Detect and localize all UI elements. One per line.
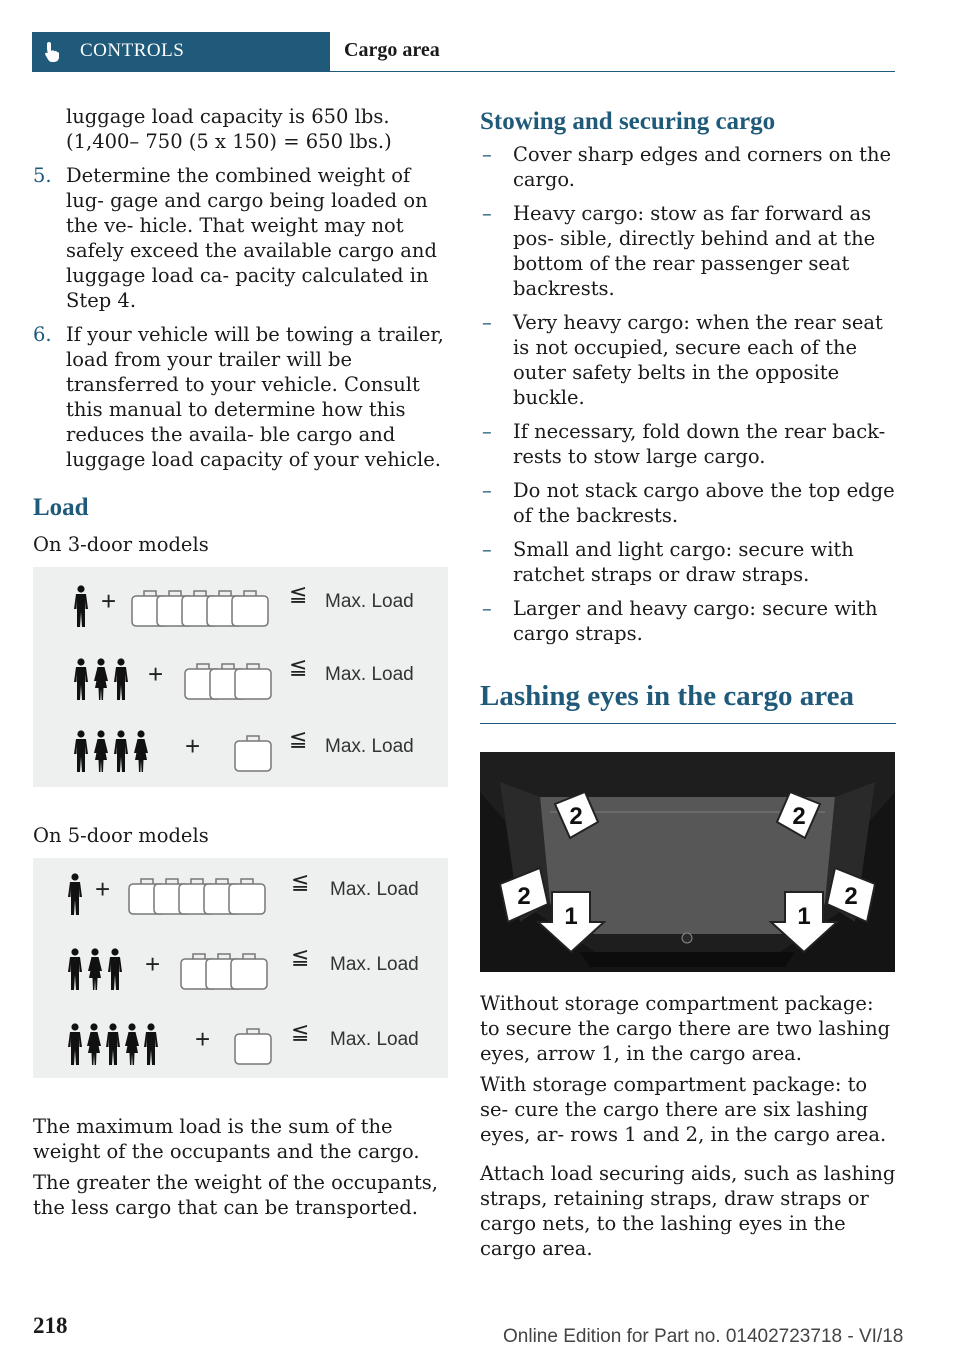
- occupant-icon: [67, 873, 83, 917]
- luggage-icon: [127, 876, 269, 916]
- bullet-item: [480, 310, 896, 410]
- load-row: [33, 582, 448, 632]
- occupants-icon: [73, 658, 129, 702]
- step-number: 6.: [33, 323, 52, 346]
- max-load-label: Max. Load: [330, 1029, 419, 1050]
- plus-sign: +: [101, 586, 117, 616]
- dash-marker: –: [482, 420, 492, 443]
- dash-marker: –: [482, 202, 492, 225]
- arrow-label: 2: [569, 803, 583, 830]
- cargo-area-photo: [480, 752, 895, 972]
- occupant-weight-paragraph: The greater the weight of the occupants, the less cargo that can be transported.: [33, 1171, 438, 1219]
- luggage-icon: [183, 661, 275, 701]
- bullet-text: Small and light cargo: secure with ratchet straps or draw straps.: [513, 538, 854, 586]
- bullet-text: If necessary, fold down the rear back- rests to stow large cargo.: [513, 420, 886, 468]
- bullet-text: Heavy cargo: stow as far forward as pos- sible, directly behind and at the bottom of the rear passenger seat backrests.: [513, 202, 876, 300]
- stowing-heading: Stowing and securing cargo: [480, 108, 776, 135]
- plus-sign: +: [195, 1024, 211, 1054]
- step-item: [33, 163, 448, 313]
- leq-sign: ≦: [291, 1020, 310, 1045]
- step-number: 5.: [33, 164, 52, 187]
- load-row: [33, 1020, 448, 1070]
- load-row: [33, 727, 448, 777]
- dash-marker: –: [482, 311, 492, 334]
- step4-continuation: luggage load capacity is 650 lbs. (1,400– 750 (5 x 150) = 650 lbs.): [66, 105, 392, 153]
- plus-sign: +: [95, 874, 111, 904]
- leq-sign: ≦: [291, 945, 310, 970]
- with-package-paragraph: With storage compartment package: to se- cure the cargo there are six lashing eyes, ar- rows 1 and 2, in the cargo area.: [480, 1073, 887, 1146]
- occupants-icon: [73, 730, 149, 774]
- step-text: If your vehicle will be towing a trailer, load from your trailer will be transferred to your vehicle. Consult this manual to determine how this reduces the availa- ble cargo and luggage load capacity of your vehicle.: [66, 323, 444, 471]
- leq-sign: ≦: [289, 655, 308, 680]
- bullet-item: [480, 537, 896, 587]
- lashing-heading: Lashing eyes in the cargo area: [480, 680, 896, 724]
- load-row: [33, 655, 448, 705]
- right-column: [480, 108, 896, 1261]
- page-title: Cargo area: [344, 39, 440, 61]
- max-load-label: Max. Load: [325, 664, 414, 685]
- occupants-icon: [67, 1023, 179, 1067]
- plus-sign: +: [185, 731, 201, 761]
- page-header: [32, 32, 895, 72]
- dash-marker: –: [482, 538, 492, 561]
- hand-pointer-icon: [44, 41, 60, 63]
- plus-sign: +: [145, 949, 161, 979]
- attach-aids-paragraph: Attach load securing aids, such as lashing straps, retaining straps, draw straps or cargo nets, to the lashing eyes in the cargo area.: [480, 1162, 896, 1260]
- load-diagram-3-door: [33, 567, 448, 787]
- luggage-icon: [130, 588, 272, 628]
- dash-marker: –: [482, 479, 492, 502]
- left-column: [33, 104, 448, 1220]
- occupants-icon: [67, 948, 123, 992]
- arrow-label: 2: [844, 883, 858, 910]
- step-text: Determine the combined weight of lug- gage and cargo being loaded on the ve- hicle. That weight may not safely exceed the available cargo and luggage load ca- pacity calculated in Step 4.: [66, 164, 437, 312]
- luggage-icon: [233, 1026, 275, 1066]
- page-number: 218: [33, 1313, 68, 1338]
- step-item: [33, 322, 448, 472]
- arrow-label: 1: [797, 903, 811, 930]
- bullet-text: Do not stack cargo above the top edge of the backrests.: [513, 479, 895, 527]
- leq-sign: ≦: [289, 727, 308, 752]
- bullet-item: [480, 478, 896, 528]
- load-diagram-5-door: [33, 858, 448, 1078]
- bullet-item: [480, 142, 896, 192]
- bullet-item: [480, 596, 896, 646]
- max-load-label: Max. Load: [330, 954, 419, 975]
- section-tab: [32, 32, 330, 71]
- max-load-label: Max. Load: [325, 736, 414, 757]
- bullet-text: Cover sharp edges and corners on the cargo.: [513, 143, 892, 191]
- plus-sign: +: [148, 659, 164, 689]
- max-load-label: Max. Load: [330, 879, 419, 900]
- max-load-label: Max. Load: [325, 591, 414, 612]
- load-row: [33, 870, 448, 920]
- section-label: CONTROLS: [80, 40, 185, 61]
- bullet-text: Larger and heavy cargo: secure with cargo straps.: [513, 597, 878, 645]
- dash-marker: –: [482, 143, 492, 166]
- bullet-item: [480, 419, 896, 469]
- bullet-item: [480, 201, 896, 301]
- dash-marker: –: [482, 597, 492, 620]
- luggage-icon: [233, 733, 275, 773]
- occupant-icon: [73, 585, 89, 629]
- luggage-icon: [179, 951, 271, 991]
- edition-footer: Online Edition for Part no. 01402723718 - VI/18: [503, 1326, 904, 1347]
- leq-sign: ≦: [289, 582, 308, 607]
- without-package-paragraph: Without storage compartment package: to secure the cargo there are two lashing eyes, arrow 1, in the cargo area.: [480, 992, 891, 1065]
- leq-sign: ≦: [291, 870, 310, 895]
- arrow-label: 2: [792, 803, 806, 830]
- load-row: [33, 945, 448, 995]
- load-heading: Load: [33, 494, 89, 521]
- five-door-label: On 5-door models: [33, 824, 209, 847]
- arrow-label: 2: [517, 883, 531, 910]
- bullet-text: Very heavy cargo: when the rear seat is not occupied, secure each of the outer safety belts in the opposite buckle.: [513, 311, 883, 409]
- max-load-paragraph: The maximum load is the sum of the weight of the occupants and the cargo.: [33, 1115, 420, 1163]
- arrow-label: 1: [564, 903, 578, 930]
- three-door-label: On 3-door models: [33, 533, 209, 556]
